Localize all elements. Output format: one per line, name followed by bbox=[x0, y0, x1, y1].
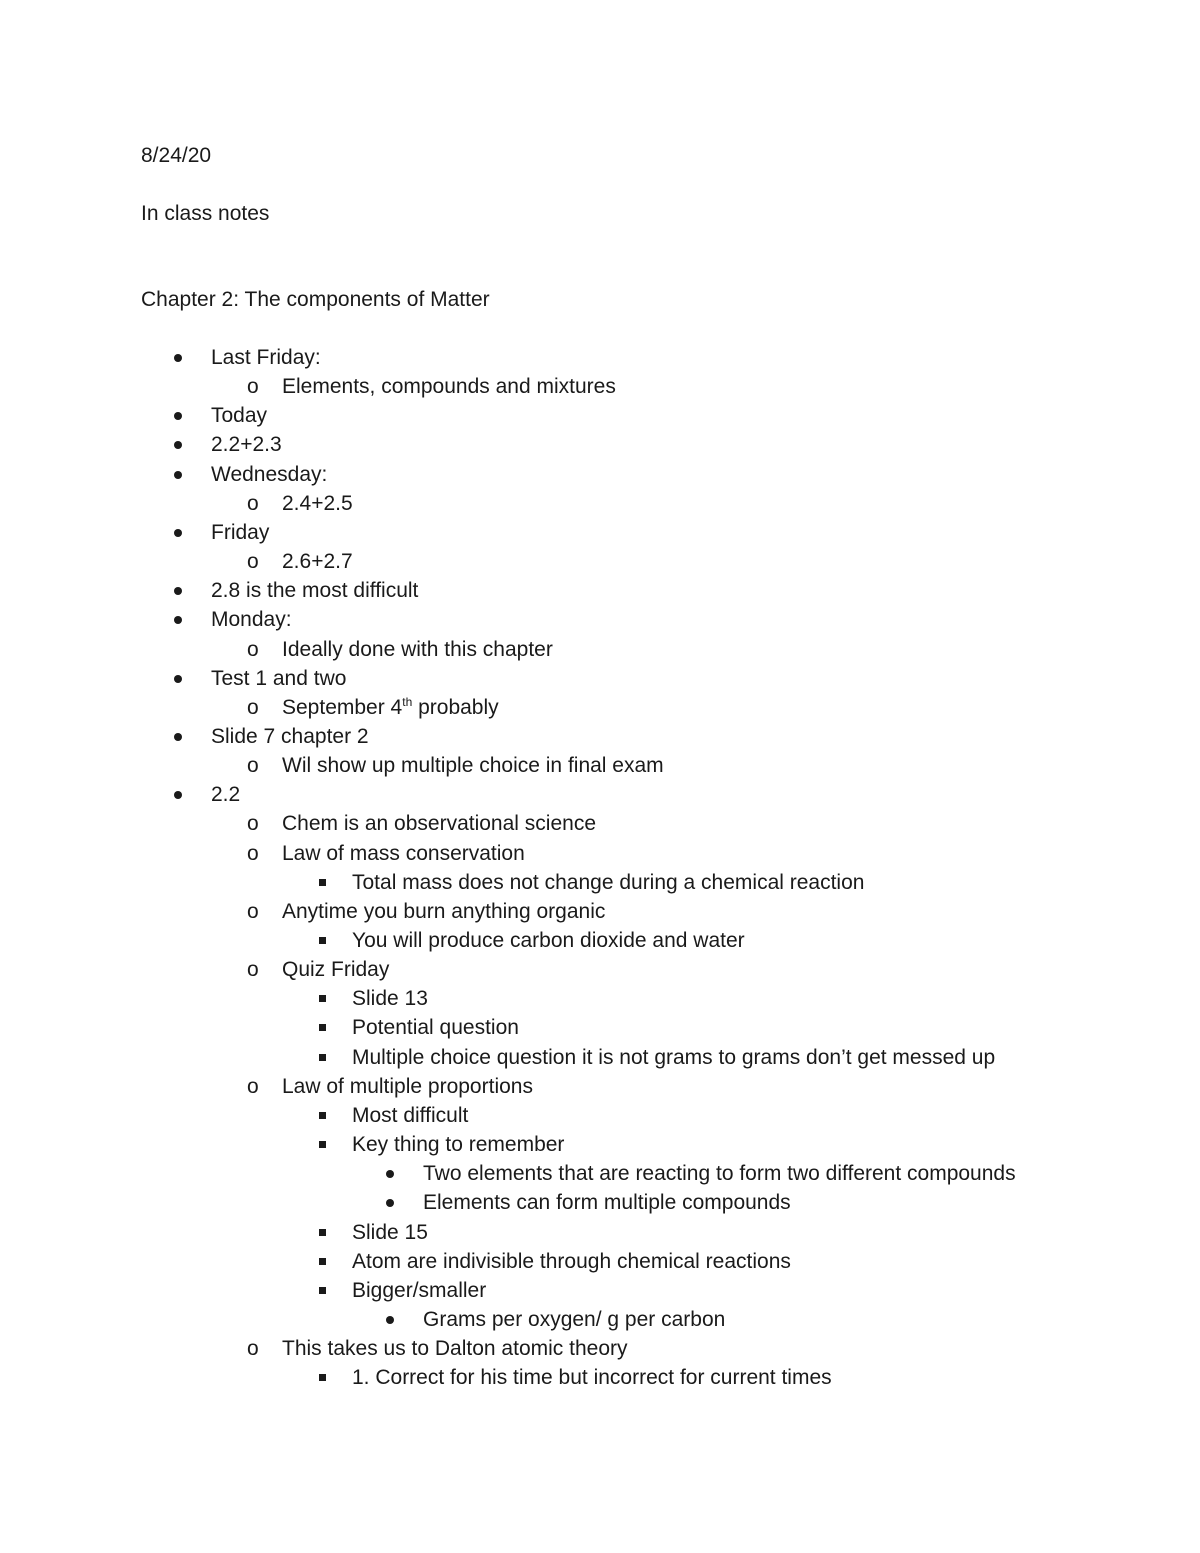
filled-bullet-icon bbox=[174, 441, 182, 449]
filled-bullet-icon bbox=[174, 587, 182, 595]
list-item-text: 2.2+2.3 bbox=[211, 433, 282, 456]
filled-bullet-icon bbox=[174, 675, 182, 683]
list-item bbox=[352, 1133, 564, 1157]
list-item-text: 2.8 is the most difficult bbox=[211, 579, 419, 602]
list-item bbox=[247, 375, 616, 399]
list-item-text: Wil show up multiple choice in final exam bbox=[282, 754, 664, 777]
list-item bbox=[352, 1046, 995, 1070]
square-bullet-icon bbox=[319, 937, 326, 944]
list-item bbox=[211, 521, 269, 545]
list-item-text: Grams per oxygen/ g per carbon bbox=[423, 1308, 726, 1331]
list-item-text: Bigger/smaller bbox=[352, 1279, 487, 1302]
list-item-text: 2.6+2.7 bbox=[282, 550, 353, 573]
list-item bbox=[247, 900, 606, 924]
list-item bbox=[211, 433, 282, 457]
list-item-text: Slide 13 bbox=[352, 987, 428, 1010]
list-item-text: Last Friday: bbox=[211, 346, 321, 369]
list-item-text: Elements can form multiple compounds bbox=[423, 1191, 791, 1214]
list-item-text: Multiple choice question it is not grams to grams don’t get messed up bbox=[352, 1046, 996, 1069]
list-item bbox=[352, 1250, 791, 1274]
list-item bbox=[352, 1366, 832, 1390]
hollow-bullet-icon: o bbox=[247, 1337, 259, 1360]
list-item-text: Anytime you burn anything organic bbox=[282, 900, 606, 923]
note-subtitle: In class notes bbox=[141, 202, 270, 225]
list-item-text: Quiz Friday bbox=[282, 958, 390, 981]
list-item bbox=[352, 1016, 519, 1040]
list-item bbox=[247, 958, 390, 982]
filled-bullet-icon bbox=[174, 354, 182, 362]
list-item bbox=[352, 871, 864, 895]
list-item-text: Slide 15 bbox=[352, 1221, 428, 1244]
list-item bbox=[352, 1104, 468, 1128]
filled-bullet-icon bbox=[386, 1316, 394, 1324]
list-item-text: Most difficult bbox=[352, 1104, 469, 1127]
square-bullet-icon bbox=[319, 1024, 326, 1031]
square-bullet-icon bbox=[319, 1112, 326, 1119]
list-item bbox=[211, 579, 418, 603]
list-item-text: Chem is an observational science bbox=[282, 812, 596, 835]
chapter-title: Chapter 2: The components of Matter bbox=[141, 288, 490, 311]
filled-bullet-icon bbox=[174, 412, 182, 420]
square-bullet-icon bbox=[319, 995, 326, 1002]
list-item bbox=[352, 1279, 486, 1303]
list-item-text: You will produce carbon dioxide and water bbox=[352, 929, 745, 952]
hollow-bullet-icon: o bbox=[247, 375, 259, 398]
list-item bbox=[352, 929, 745, 953]
list-item bbox=[247, 550, 353, 574]
note-date: 8/24/20 bbox=[141, 144, 212, 167]
hollow-bullet-icon: o bbox=[247, 550, 259, 573]
hollow-bullet-icon: o bbox=[247, 492, 259, 515]
list-item-text: Elements, compounds and mixtures bbox=[282, 375, 616, 398]
list-item-text: Monday: bbox=[211, 608, 292, 631]
list-item-text: Today bbox=[211, 404, 268, 427]
list-item bbox=[211, 463, 327, 487]
list-item bbox=[247, 1337, 628, 1361]
list-item-text: Key thing to remember bbox=[352, 1133, 565, 1156]
list-item-text: Total mass does not change during a chemical reaction bbox=[352, 871, 865, 894]
square-bullet-icon bbox=[319, 1374, 326, 1381]
list-item-text: Ideally done with this chapter bbox=[282, 638, 553, 661]
list-item bbox=[423, 1308, 725, 1332]
hollow-bullet-icon: o bbox=[247, 812, 259, 835]
list-item bbox=[247, 492, 353, 516]
hollow-bullet-icon: o bbox=[247, 696, 259, 719]
list-item-text: 1. Correct for his time but incorrect for current times bbox=[352, 1366, 832, 1389]
filled-bullet-icon bbox=[386, 1199, 394, 1207]
filled-bullet-icon bbox=[174, 791, 182, 799]
list-item bbox=[423, 1162, 1016, 1186]
list-item-text: Test 1 and two bbox=[211, 667, 347, 690]
list-item-text: Potential question bbox=[352, 1016, 519, 1039]
filled-bullet-icon bbox=[174, 733, 182, 741]
list-item-text: Law of multiple proportions bbox=[282, 1075, 533, 1098]
list-item bbox=[211, 725, 369, 749]
list-item-text: Atom are indivisible through chemical reactions bbox=[352, 1250, 791, 1273]
list-item-text: Slide 7 chapter 2 bbox=[211, 725, 369, 748]
hollow-bullet-icon: o bbox=[247, 900, 259, 923]
list-item bbox=[211, 608, 292, 632]
square-bullet-icon bbox=[319, 1141, 326, 1148]
filled-bullet-icon bbox=[174, 529, 182, 537]
square-bullet-icon bbox=[319, 1054, 326, 1061]
list-item-text: Law of mass conservation bbox=[282, 842, 525, 865]
square-bullet-icon bbox=[319, 879, 326, 886]
list-item-text-after: probably bbox=[412, 696, 499, 719]
list-item-text: Two elements that are reacting to form two different compounds bbox=[423, 1162, 1016, 1185]
filled-bullet-icon bbox=[174, 616, 182, 624]
filled-bullet-icon bbox=[174, 471, 182, 479]
square-bullet-icon bbox=[319, 1258, 326, 1265]
list-item bbox=[247, 695, 499, 720]
hollow-bullet-icon: o bbox=[247, 958, 259, 981]
square-bullet-icon bbox=[319, 1287, 326, 1294]
list-item bbox=[352, 987, 428, 1011]
list-item-text: September 4 bbox=[282, 696, 403, 719]
list-item bbox=[352, 1221, 428, 1245]
list-item-text: 2.4+2.5 bbox=[282, 492, 353, 515]
list-item bbox=[247, 638, 553, 662]
superscript: th bbox=[402, 695, 413, 709]
list-item bbox=[247, 812, 596, 836]
list-item bbox=[247, 1075, 533, 1099]
list-item bbox=[423, 1191, 791, 1215]
list-item bbox=[247, 842, 525, 866]
hollow-bullet-icon: o bbox=[247, 842, 259, 865]
list-item-text: 2.2 bbox=[211, 783, 241, 806]
filled-bullet-icon bbox=[386, 1170, 394, 1178]
list-item bbox=[211, 346, 321, 370]
list-item bbox=[211, 404, 267, 428]
list-item-text: Wednesday: bbox=[211, 463, 328, 486]
list-item bbox=[211, 783, 240, 807]
list-item bbox=[247, 754, 664, 778]
hollow-bullet-icon: o bbox=[247, 754, 259, 777]
square-bullet-icon bbox=[319, 1229, 326, 1236]
list-item bbox=[211, 667, 346, 691]
list-item-text: This takes us to Dalton atomic theory bbox=[282, 1337, 628, 1360]
hollow-bullet-icon: o bbox=[247, 638, 259, 661]
list-item-text: Friday bbox=[211, 521, 270, 544]
hollow-bullet-icon: o bbox=[247, 1075, 259, 1098]
